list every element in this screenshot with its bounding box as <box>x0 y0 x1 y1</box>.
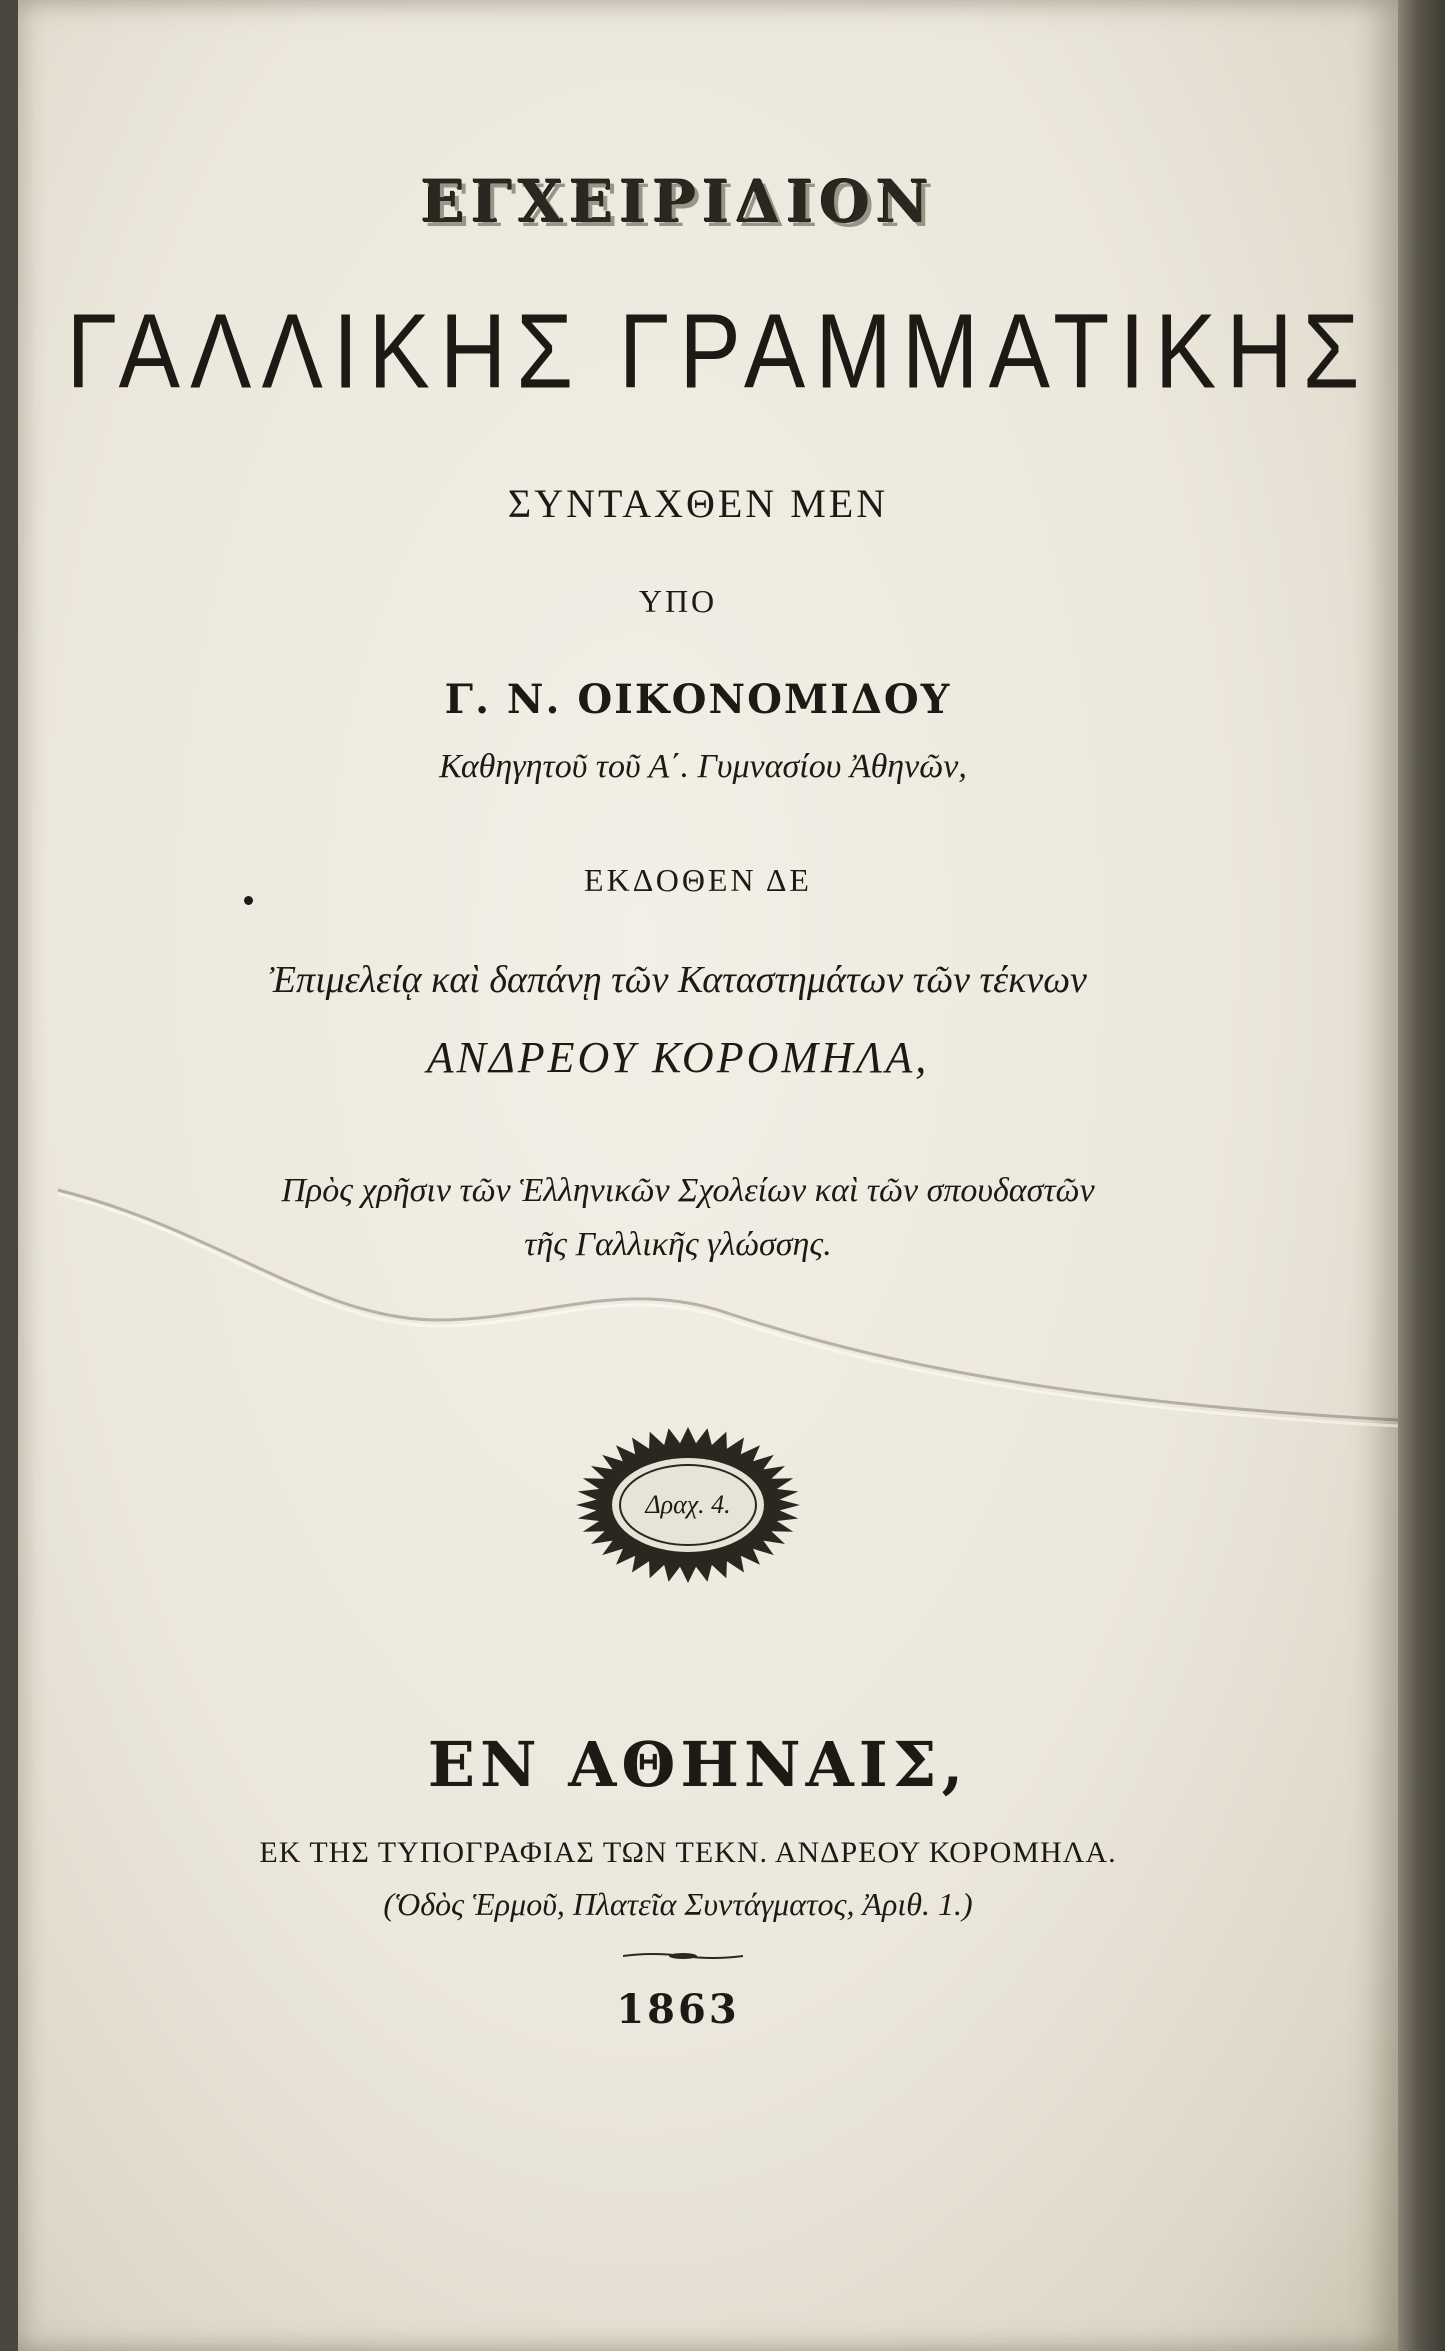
purpose-line-2: τῆς Γαλλικῆς γλώσσης. <box>524 1226 832 1263</box>
price-text: Δραχ. 4. <box>645 1490 731 1519</box>
title-line-1: ΕΓΧΕΙΡΙΔΙΟΝ <box>420 168 936 236</box>
author-title: Καθηγητοῦ τοῦ Α΄. Γυμνασίου Ἀθηνῶν, <box>439 748 967 785</box>
address-line: (Ὁδὸς Ἑρμοῦ, Πλατεῖα Συντάγματος, Ἀριθ. 1.) <box>383 1886 973 1922</box>
by-line: ΥΠΟ <box>638 583 718 619</box>
purpose-line-1: Πρὸς χρῆσιν τῶν Ἑλληνικῶν Σχολείων καὶ τῶν σπουδαστῶν <box>281 1172 1095 1209</box>
compiled-line: ΣΥΝΤΑΧΘΕΝ ΜΕΝ <box>507 481 889 526</box>
care-line: Ἐπιμελείᾳ καὶ δαπάνῃ τῶν Καταστημάτων τῶν τέκνων <box>269 959 1087 1001</box>
publisher-name: ΑΝΔΡΕΟΥ ΚΟΡΟΜΗΛΑ, <box>426 1033 930 1082</box>
title-page <box>18 0 1398 2351</box>
city-line: ΕΝ ΑΘΗΝΑΙΣ, <box>427 1728 969 1801</box>
title-line-2: ΓΑΛΛΙΚΗΣ ΓΡΑΜΜΑΤΙΚΗΣ <box>66 293 1370 411</box>
book-spine <box>1398 0 1445 2351</box>
press-line: ΕΚ ΤΗΣ ΤΥΠΟΓΡΑΦΙΑΣ ΤΩΝ ΤΕΚΝ. ΑΝΔΡΕΟΥ ΚΟΡΟΜΗΛΑ. <box>259 1836 1117 1869</box>
price-stamp <box>573 1425 803 1585</box>
ornamental-rule <box>623 1950 743 1962</box>
year-line: 1863 <box>616 1986 740 2033</box>
author-name: Γ. Ν. ΟΙΚΟΝΟΜΙΔΟΥ <box>444 676 952 723</box>
published-line: ΕΚΔΟΘΕΝ ΔΕ <box>584 862 812 898</box>
